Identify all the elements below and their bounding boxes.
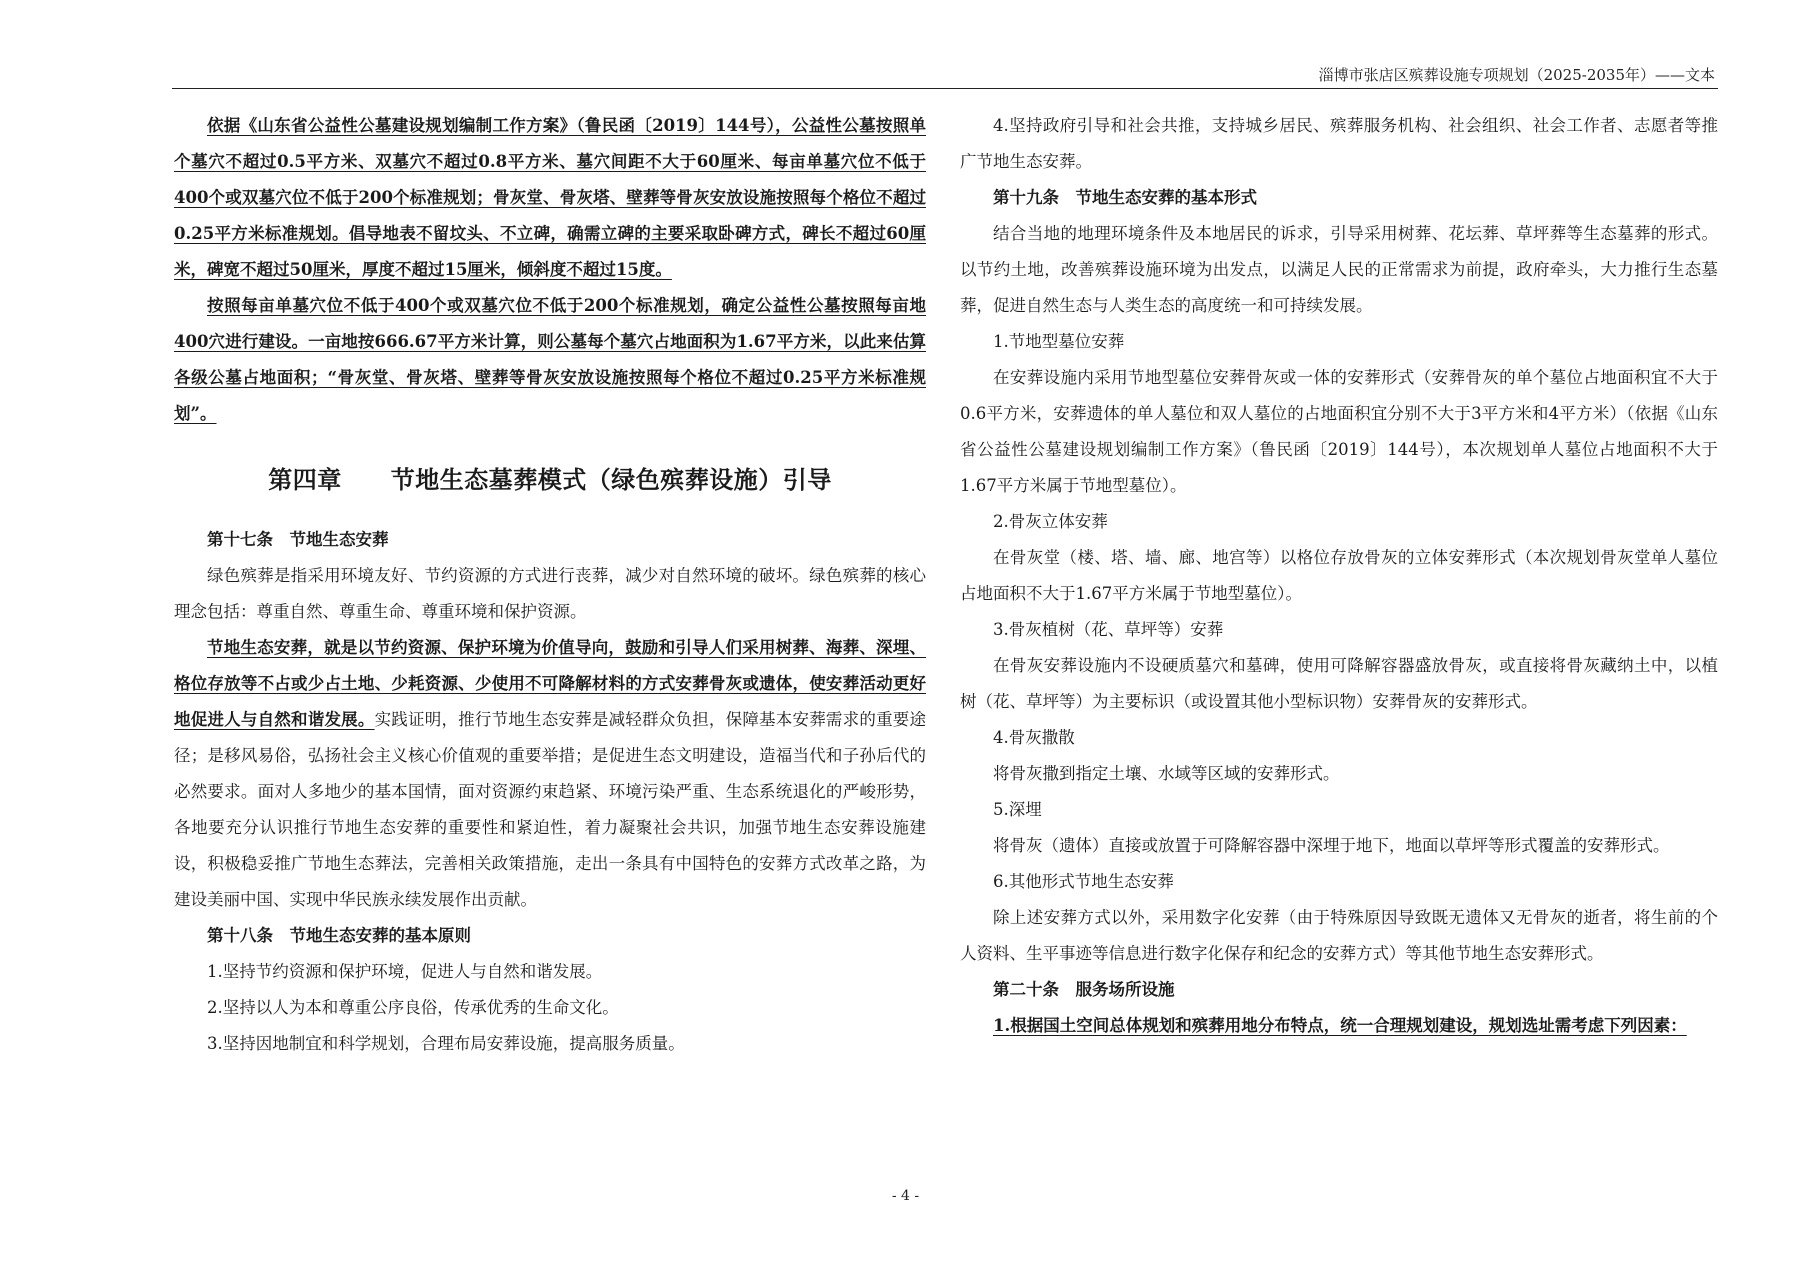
article-18-title: 第十八条 节地生态安葬的基本原则 [207,926,471,945]
article-17-paragraph-2 [174,630,926,918]
form-description: 将骨灰撒到指定土壤、水域等区域的安葬形式。 [993,764,1340,783]
article-17-body: 实践证明，推行节地生态安葬是减轻群众负担，保障基本安葬需求的重要途径；是移风易俗，弘扬社会主义核心价值观的重要举措；是促进生态文明建设，造福当代和子孙后代的必然要求。面对人多地少的基本国情，面对资源约束趋紧、环境污染严重、生态系统退化的严峻形势，各地要充分认识推行节地生态安葬的重要性和紧迫性，着力凝聚社会共识，加强节地生态安葬设施建设，积极稳妥推广节地生态葬法，完善相关政策措施，走出一条具有中国特色的安葬方式改革之路，为建设美丽中国、实现中华民族永续发展作出贡献。 [174,710,927,909]
article-17-emphasis: 节地生态安葬，就是以节约资源、保护环境为价值导向，鼓励和引导人们采用树葬、海葬、深埋、格位存放等不占或少占土地、少耗资源、少使用不可降解材料的方式安葬骨灰或遗体，使安葬活动更好地促进人与自然和谐发展。 [174,638,926,729]
form-title: 5.深埋 [993,800,1042,819]
principle-item: 2.坚持以人为本和尊重公序良俗，传承优秀的生命文化。 [207,998,619,1017]
form-title: 4.骨灰撒散 [993,728,1075,747]
form-description: 在安葬设施内采用节地型墓位安葬骨灰或一体的安葬形式（安葬骨灰的单个墓位占地面积宜不大于0.6平方米，安葬遗体的单人墓位和双人墓位的占地面积宜分别不大于3平方米和4平方米）（依据《山东省公益性公墓建设规划编制工作方案》（鲁民函〔2019〕144号），本次规划单人墓位占地面积不大于1.67平方米属于节地型墓位）。 [960,368,1718,495]
principle-item: 1.坚持节约资源和保护环境，促进人与自然和谐发展。 [207,962,603,981]
form-description: 除上述安葬方式以外，采用数字化安葬（由于特殊原因导致既无遗体又无骨灰的逝者，将生前的个人资料、生平事迹等信息进行数字化保存和纪念的安葬方式）等其他节地生态安葬形式。 [960,908,1718,963]
article-17-title: 第十七条 节地生态安葬 [207,530,389,549]
header-rule [172,88,1718,89]
page-number: - 4 - [891,1188,920,1204]
principle-item: 3.坚持因地制宜和科学规划，合理布局安葬设施，提高服务质量。 [207,1034,685,1053]
basis-paragraph: 依据《山东省公益性公墓建设规划编制工作方案》（鲁民函〔2019〕144号），公益性公墓按照单个墓穴不超过0.5平方米、双墓穴不超过0.8平方米、墓穴间距不大于60厘米、每亩单墓穴位不低于400个或双墓穴位不低于200个标准规划；骨灰堂、骨灰塔、壁葬等骨灰安放设施按照每个格位不超过0.25平方米标准规划。倡导地表不留坟头、不立碑，确需立碑的主要采取卧碑方式，碑长不超过60厘米，碑宽不超过50厘米，厚度不超过15厘米，倾斜度不超过15度。 [174,116,926,279]
form-title: 1.节地型墓位安葬 [993,332,1125,351]
article-19-title: 第十九条 节地生态安葬的基本形式 [993,188,1257,207]
article-19-intro: 结合当地的地理环境条件及本地居民的诉求，引导采用树葬、花坛葬、草坪葬等生态墓葬的形式。以节约土地，改善殡葬设施环境为出发点，以满足人民的正常需求为前提，政府牵头，大力推行生态墓葬，促进自然生态与人类生态的高度统一和可持续发展。 [960,224,1718,315]
form-title: 2.骨灰立体安葬 [993,512,1108,531]
form-title: 6.其他形式节地生态安葬 [993,872,1174,891]
form-description: 在骨灰堂（楼、塔、墙、廊、地宫等）以格位存放骨灰的立体安葬形式（本次规划骨灰堂单人墓位占地面积不大于1.67平方米属于节地型墓位）。 [960,548,1718,603]
right-column [960,108,1718,1044]
left-column [174,108,926,1062]
calculation-paragraph: 按照每亩单墓穴位不低于400个或双墓穴位不低于200个标准规划，确定公益性公墓按照每亩地400穴进行建设。一亩地按666.67平方米计算，则公墓每个墓穴占地面积为1.67平方米，以此来估算各级公墓占地面积；“骨灰堂、骨灰塔、壁葬等骨灰安放设施按照每个格位不超过0.25平方米标准规划”。 [174,296,926,423]
running-header: 淄博市张店区殡葬设施专项规划（2025-2035年）——文本 [1318,66,1715,84]
article-20-item-1: 1.根据国土空间总体规划和殡葬用地分布特点，统一合理规划建设，规划选址需考虑下列因素： [993,1016,1687,1035]
article-17-paragraph-1: 绿色殡葬是指采用环境友好、节约资源的方式进行丧葬，减少对自然环境的破坏。绿色殡葬的核心理念包括：尊重自然、尊重生命、尊重环境和保护资源。 [174,566,926,621]
form-description: 将骨灰（遗体）直接或放置于可降解容器中深埋于地下，地面以草坪等形式覆盖的安葬形式。 [993,836,1670,855]
form-title: 3.骨灰植树（花、草坪等）安葬 [993,620,1224,639]
chapter-title: 第四章 节地生态墓葬模式（绿色殡葬设施）引导 [268,465,832,494]
article-20-title: 第二十条 服务场所设施 [993,980,1175,999]
principle-item-4: 4.坚持政府引导和社会共推，支持城乡居民、殡葬服务机构、社会组织、社会工作者、志愿者等推广节地生态安葬。 [960,116,1718,171]
form-description: 在骨灰安葬设施内不设硬质墓穴和墓碑，使用可降解容器盛放骨灰，或直接将骨灰藏纳土中，以植树（花、草坪等）为主要标识（或设置其他小型标识物）安葬骨灰的安葬形式。 [960,656,1718,711]
